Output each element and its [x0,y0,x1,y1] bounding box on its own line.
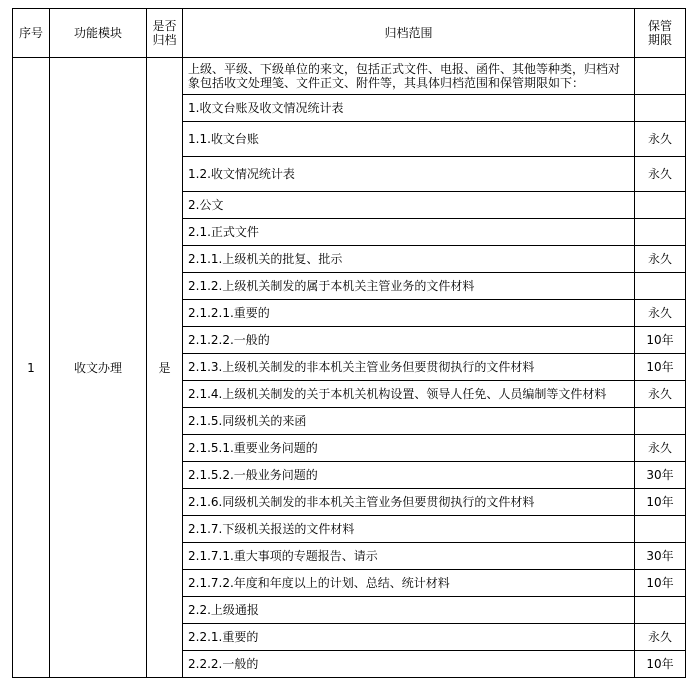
scope-cell: 2.1.5.1.重要业务问题的 [183,435,635,462]
period-cell [635,597,686,624]
scope-cell: 2.1.7.下级机关报送的文件材料 [183,516,635,543]
period-cell: 10年 [635,651,686,678]
header-archive-line2: 归档 [152,33,177,47]
scope-cell: 1.收文台账及收文情况统计表 [183,95,635,122]
period-cell [635,192,686,219]
scope-cell: 2.1.7.1.重大事项的专题报告、请示 [183,543,635,570]
header-module: 功能模块 [50,9,147,58]
period-cell: 永久 [635,624,686,651]
period-cell: 30年 [635,462,686,489]
period-cell: 永久 [635,157,686,192]
period-cell: 10年 [635,489,686,516]
period-cell: 永久 [635,435,686,462]
scope-cell: 2.1.1.上级机关的批复、批示 [183,246,635,273]
scope-cell: 2.1.6.同级机关制发的非本机关主管业务但要贯彻执行的文件材料 [183,489,635,516]
scope-intro: 上级、平级、下级单位的来文，包括正式文件、电报、函件、其他等种类，归档对象包括收文处理笺、文件正文、附件等，其具体归档范围和保管期限如下： [183,58,635,95]
period-cell: 永久 [635,381,686,408]
intro-row [13,58,686,95]
header-period-line2: 期限 [647,33,672,47]
header-seq: 序号 [13,9,50,58]
scope-cell: 2.1.4.上级机关制发的关于本机关机构设置、领导人任免、人员编制等文件材料 [183,381,635,408]
scope-cell: 1.2.收文情况统计表 [183,157,635,192]
header-archive-line1: 是否 [152,19,177,33]
record-module: 收文办理 [50,58,147,678]
scope-cell: 1.1.收文台账 [183,122,635,157]
period-cell [635,408,686,435]
period-cell [635,516,686,543]
header-period [635,9,686,58]
scope-cell: 2.1.5.2.一般业务问题的 [183,462,635,489]
scope-cell: 2.2.2.一般的 [183,651,635,678]
scope-cell: 2.1.3.上级机关制发的非本机关主管业务但要贯彻执行的文件材料 [183,354,635,381]
period-cell: 永久 [635,246,686,273]
period-cell [635,273,686,300]
period-cell: 10年 [635,570,686,597]
record-seq: 1 [13,58,50,678]
scope-cell: 2.1.5.同级机关的来函 [183,408,635,435]
record-archive: 是 [147,58,183,678]
scope-cell: 2.1.2.2.一般的 [183,327,635,354]
period-cell: 30年 [635,543,686,570]
period-cell [635,219,686,246]
scope-cell: 2.1.7.2.年度和年度以上的计划、总结、统计材料 [183,570,635,597]
period-cell [635,58,686,95]
period-cell: 永久 [635,300,686,327]
header-period-line1: 保管 [647,19,672,33]
header-scope: 归档范围 [183,9,635,58]
period-cell: 永久 [635,122,686,157]
period-cell: 10年 [635,354,686,381]
archive-scope-table [12,8,686,678]
scope-cell: 2.1.2.上级机关制发的属于本机关主管业务的文件材料 [183,273,635,300]
scope-cell: 2.公文 [183,192,635,219]
header-row [13,9,686,58]
scope-cell: 2.1.正式文件 [183,219,635,246]
header-archive [147,9,183,58]
scope-cell: 2.2.上级通报 [183,597,635,624]
period-cell: 10年 [635,327,686,354]
scope-cell: 2.1.2.1.重要的 [183,300,635,327]
scope-cell: 2.2.1.重要的 [183,624,635,651]
period-cell [635,95,686,122]
